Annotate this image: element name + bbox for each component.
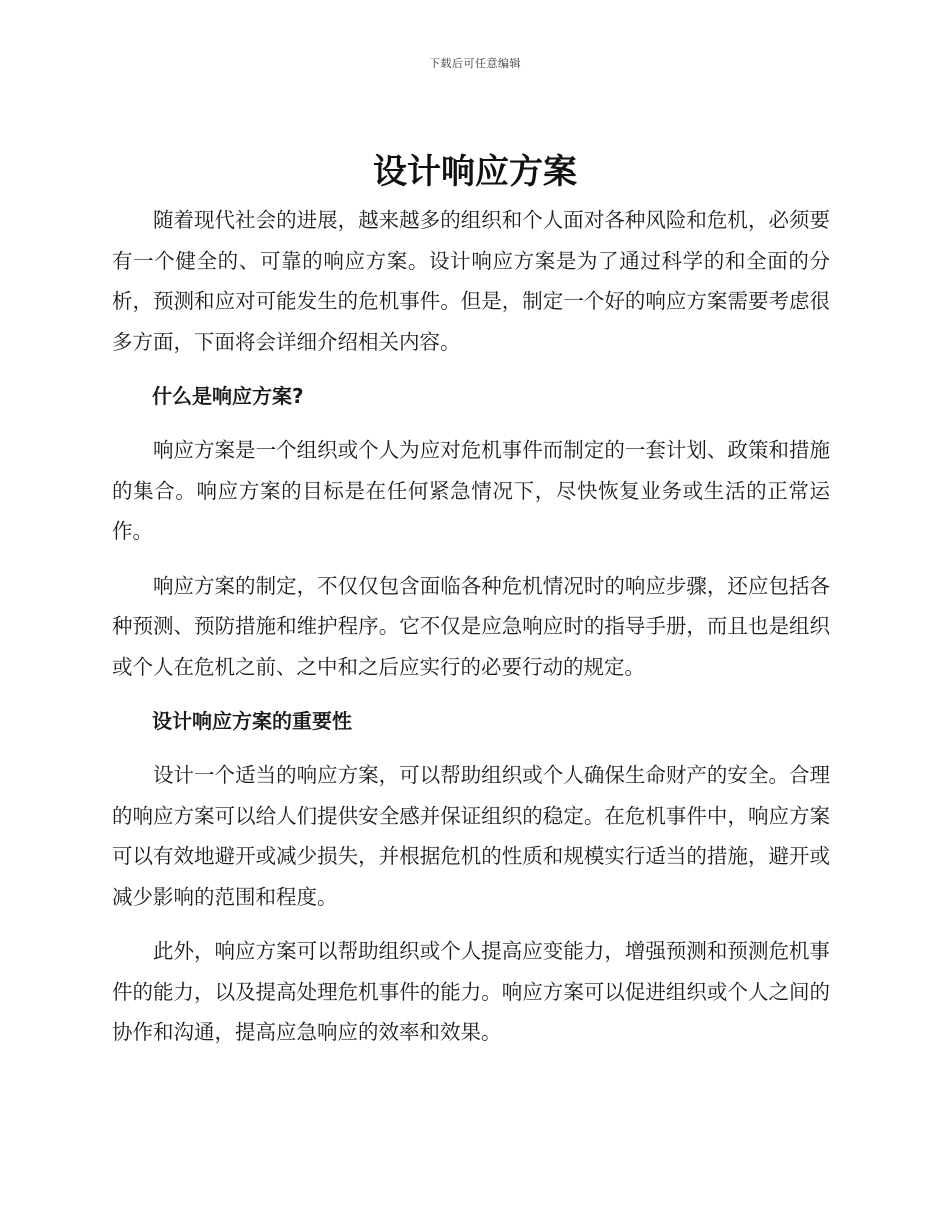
section-heading-what-is: 什么是响应方案?	[152, 384, 304, 408]
section-heading-importance: 设计响应方案的重要性	[152, 709, 352, 733]
header-note: 下载后可任意编辑	[429, 57, 521, 70]
page-title: 设计响应方案	[373, 152, 577, 192]
paragraph-definition: 响应方案是一个组织或个人为应对危机事件而制定的一套计划、政策和措施的集合。响应方案的目标是在任何紧急情况下，尽快恢复业务或生活的正常运作。	[112, 438, 830, 543]
document-body	[112, 200, 830, 1053]
paragraph-importance: 设计一个适当的响应方案，可以帮助组织或个人确保生命财产的安全。合理的响应方案可以给人们提供安全感并保证组织的稳定。在危机事件中，响应方案可以有效地避开或减少损失，并根据危机的性质和规模实行适当的措施，避开或减少影响的范围和程度。	[112, 763, 830, 909]
intro-paragraph: 随着现代社会的进展，越来越多的组织和个人面对各种风险和危机，必须要有一个健全的、可靠的响应方案。设计响应方案是为了通过科学的和全面的分析，预测和应对可能发生的危机事件。但是，制定一个好的响应方案需要考虑很多方面，下面将会详细介绍相关内容。	[112, 208, 830, 354]
paragraph-scope: 响应方案的制定，不仅仅包含面临各种危机情况时的响应步骤，还应包括各种预测、预防措施和维护程序。它不仅是应急响应时的指导手册，而且也是组织或个人在危机之前、之中和之后应实行的必要行动的规定。	[112, 573, 830, 679]
paragraph-additional-benefits: 此外，响应方案可以帮助组织或个人提高应变能力，增强预测和预测危机事件的能力，以及提高处理危机事件的能力。响应方案可以促进组织或个人之间的协作和沟通，提高应急响应的效率和效果。	[112, 939, 830, 1044]
